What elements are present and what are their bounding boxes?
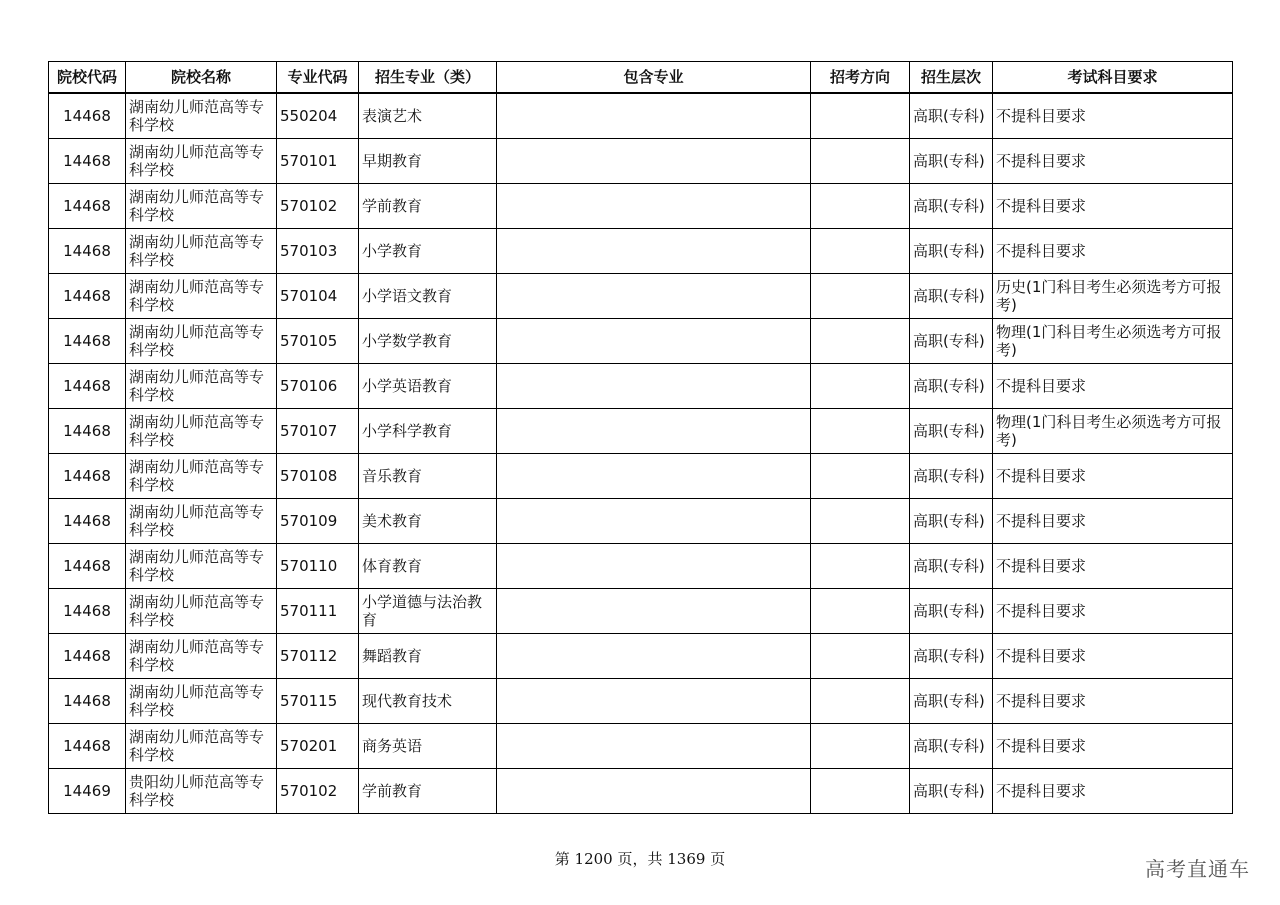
cell-level: 高职(专科) xyxy=(910,274,993,319)
cell-school-code: 14468 xyxy=(49,724,126,769)
cell-school-code: 14468 xyxy=(49,499,126,544)
cell-school-name: 湖南幼儿师范高等专科学校 xyxy=(126,634,277,679)
header-major: 招生专业（类） xyxy=(359,62,497,94)
cell-direction xyxy=(811,544,910,589)
cell-major-code: 570103 xyxy=(277,229,359,274)
cell-subject-requirement: 不提科目要求 xyxy=(993,364,1233,409)
cell-school-code: 14468 xyxy=(49,139,126,184)
cell-level: 高职(专科) xyxy=(910,679,993,724)
cell-major-code: 570111 xyxy=(277,589,359,634)
cell-school-name: 湖南幼儿师范高等专科学校 xyxy=(126,139,277,184)
cell-major-name: 小学数学教育 xyxy=(359,319,497,364)
cell-school-name: 湖南幼儿师范高等专科学校 xyxy=(126,184,277,229)
cell-school-name: 湖南幼儿师范高等专科学校 xyxy=(126,679,277,724)
cell-direction xyxy=(811,319,910,364)
cell-school-name: 湖南幼儿师范高等专科学校 xyxy=(126,454,277,499)
cell-school-code: 14468 xyxy=(49,409,126,454)
cell-major-code: 570102 xyxy=(277,184,359,229)
cell-direction xyxy=(811,454,910,499)
table-row xyxy=(49,679,1233,724)
cell-level: 高职(专科) xyxy=(910,544,993,589)
table-row xyxy=(49,544,1233,589)
cell-major-code: 570106 xyxy=(277,364,359,409)
cell-direction xyxy=(811,409,910,454)
cell-major-name: 小学语文教育 xyxy=(359,274,497,319)
cell-major-code: 570112 xyxy=(277,634,359,679)
cell-school-code: 14468 xyxy=(49,454,126,499)
cell-school-code: 14468 xyxy=(49,274,126,319)
cell-major-name: 美术教育 xyxy=(359,499,497,544)
cell-school-name: 湖南幼儿师范高等专科学校 xyxy=(126,724,277,769)
cell-school-code: 14469 xyxy=(49,769,126,814)
cell-school-name: 湖南幼儿师范高等专科学校 xyxy=(126,229,277,274)
cell-included-majors xyxy=(497,544,811,589)
cell-level: 高职(专科) xyxy=(910,454,993,499)
cell-level: 高职(专科) xyxy=(910,93,993,139)
cell-included-majors xyxy=(497,139,811,184)
cell-subject-requirement: 不提科目要求 xyxy=(993,769,1233,814)
cell-included-majors xyxy=(497,229,811,274)
cell-major-name: 商务英语 xyxy=(359,724,497,769)
cell-subject-requirement: 物理(1门科目考生必须选考方可报考) xyxy=(993,409,1233,454)
cell-major-name: 音乐教育 xyxy=(359,454,497,499)
cell-included-majors xyxy=(497,679,811,724)
cell-school-code: 14468 xyxy=(49,93,126,139)
table-row xyxy=(49,499,1233,544)
cell-major-name: 舞蹈教育 xyxy=(359,634,497,679)
cell-major-code: 570104 xyxy=(277,274,359,319)
cell-school-code: 14468 xyxy=(49,184,126,229)
header-subject-requirement: 考试科目要求 xyxy=(993,62,1233,94)
cell-level: 高职(专科) xyxy=(910,589,993,634)
cell-direction xyxy=(811,499,910,544)
cell-direction xyxy=(811,364,910,409)
cell-direction xyxy=(811,769,910,814)
cell-subject-requirement: 历史(1门科目考生必须选考方可报考) xyxy=(993,274,1233,319)
cell-major-name: 小学科学教育 xyxy=(359,409,497,454)
table-row xyxy=(49,93,1233,139)
cell-included-majors xyxy=(497,454,811,499)
cell-school-name: 湖南幼儿师范高等专科学校 xyxy=(126,499,277,544)
table-row xyxy=(49,589,1233,634)
table-row xyxy=(49,229,1233,274)
cell-major-name: 小学教育 xyxy=(359,229,497,274)
cell-direction xyxy=(811,229,910,274)
header-major-code: 专业代码 xyxy=(277,62,359,94)
cell-school-code: 14468 xyxy=(49,229,126,274)
cell-level: 高职(专科) xyxy=(910,409,993,454)
cell-major-code: 570101 xyxy=(277,139,359,184)
cell-major-code: 570110 xyxy=(277,544,359,589)
header-school-code: 院校代码 xyxy=(49,62,126,94)
cell-level: 高职(专科) xyxy=(910,229,993,274)
table-row xyxy=(49,319,1233,364)
cell-level: 高职(专科) xyxy=(910,499,993,544)
cell-school-code: 14468 xyxy=(49,544,126,589)
watermark: 高考直通车 xyxy=(1145,857,1250,881)
cell-school-name: 湖南幼儿师范高等专科学校 xyxy=(126,93,277,139)
table-row xyxy=(49,409,1233,454)
cell-major-code: 570108 xyxy=(277,454,359,499)
page-number: 第 1200 页，共 1369 页 xyxy=(554,850,726,868)
cell-major-name: 表演艺术 xyxy=(359,93,497,139)
cell-level: 高职(专科) xyxy=(910,769,993,814)
cell-subject-requirement: 物理(1门科目考生必须选考方可报考) xyxy=(993,319,1233,364)
cell-level: 高职(专科) xyxy=(910,319,993,364)
admissions-table xyxy=(48,61,1233,814)
cell-subject-requirement: 不提科目要求 xyxy=(993,634,1233,679)
cell-subject-requirement: 不提科目要求 xyxy=(993,93,1233,139)
cell-subject-requirement: 不提科目要求 xyxy=(993,544,1233,589)
cell-major-code: 570107 xyxy=(277,409,359,454)
cell-school-name: 湖南幼儿师范高等专科学校 xyxy=(126,544,277,589)
cell-major-name: 小学英语教育 xyxy=(359,364,497,409)
cell-school-code: 14468 xyxy=(49,679,126,724)
cell-major-name: 学前教育 xyxy=(359,769,497,814)
cell-school-name: 湖南幼儿师范高等专科学校 xyxy=(126,274,277,319)
cell-included-majors xyxy=(497,364,811,409)
cell-level: 高职(专科) xyxy=(910,139,993,184)
cell-direction xyxy=(811,184,910,229)
cell-major-code: 570115 xyxy=(277,679,359,724)
cell-subject-requirement: 不提科目要求 xyxy=(993,499,1233,544)
cell-direction xyxy=(811,274,910,319)
cell-subject-requirement: 不提科目要求 xyxy=(993,139,1233,184)
table-row xyxy=(49,139,1233,184)
cell-included-majors xyxy=(497,634,811,679)
cell-major-code: 570102 xyxy=(277,769,359,814)
cell-major-code: 550204 xyxy=(277,93,359,139)
cell-major-name: 早期教育 xyxy=(359,139,497,184)
cell-direction xyxy=(811,634,910,679)
cell-included-majors xyxy=(497,409,811,454)
cell-school-name: 贵阳幼儿师范高等专科学校 xyxy=(126,769,277,814)
table-row xyxy=(49,634,1233,679)
cell-major-code: 570201 xyxy=(277,724,359,769)
cell-major-name: 现代教育技术 xyxy=(359,679,497,724)
cell-major-code: 570109 xyxy=(277,499,359,544)
cell-included-majors xyxy=(497,93,811,139)
table-row xyxy=(49,724,1233,769)
cell-included-majors xyxy=(497,184,811,229)
cell-school-name: 湖南幼儿师范高等专科学校 xyxy=(126,409,277,454)
header-included-majors: 包含专业 xyxy=(497,62,811,94)
cell-direction xyxy=(811,724,910,769)
table-row xyxy=(49,769,1233,814)
cell-subject-requirement: 不提科目要求 xyxy=(993,184,1233,229)
table-row xyxy=(49,454,1233,499)
cell-level: 高职(专科) xyxy=(910,724,993,769)
cell-school-code: 14468 xyxy=(49,319,126,364)
cell-included-majors xyxy=(497,499,811,544)
header-school-name: 院校名称 xyxy=(126,62,277,94)
cell-direction xyxy=(811,139,910,184)
table-body xyxy=(49,93,1233,814)
cell-school-code: 14468 xyxy=(49,634,126,679)
cell-included-majors xyxy=(497,274,811,319)
cell-subject-requirement: 不提科目要求 xyxy=(993,229,1233,274)
cell-level: 高职(专科) xyxy=(910,364,993,409)
cell-school-name: 湖南幼儿师范高等专科学校 xyxy=(126,319,277,364)
cell-school-name: 湖南幼儿师范高等专科学校 xyxy=(126,364,277,409)
table-row xyxy=(49,184,1233,229)
cell-direction xyxy=(811,679,910,724)
table-header-row xyxy=(49,62,1233,94)
cell-included-majors xyxy=(497,319,811,364)
cell-level: 高职(专科) xyxy=(910,634,993,679)
cell-major-name: 体育教育 xyxy=(359,544,497,589)
cell-subject-requirement: 不提科目要求 xyxy=(993,724,1233,769)
cell-major-name: 小学道德与法治教育 xyxy=(359,589,497,634)
table-row xyxy=(49,274,1233,319)
cell-direction xyxy=(811,93,910,139)
cell-major-name: 学前教育 xyxy=(359,184,497,229)
cell-subject-requirement: 不提科目要求 xyxy=(993,589,1233,634)
cell-subject-requirement: 不提科目要求 xyxy=(993,454,1233,499)
table-row xyxy=(49,364,1233,409)
cell-direction xyxy=(811,589,910,634)
header-level: 招生层次 xyxy=(910,62,993,94)
cell-subject-requirement: 不提科目要求 xyxy=(993,679,1233,724)
cell-level: 高职(专科) xyxy=(910,184,993,229)
cell-included-majors xyxy=(497,589,811,634)
cell-included-majors xyxy=(497,769,811,814)
cell-school-name: 湖南幼儿师范高等专科学校 xyxy=(126,589,277,634)
cell-school-code: 14468 xyxy=(49,364,126,409)
cell-included-majors xyxy=(497,724,811,769)
cell-major-code: 570105 xyxy=(277,319,359,364)
cell-school-code: 14468 xyxy=(49,589,126,634)
header-direction: 招考方向 xyxy=(811,62,910,94)
